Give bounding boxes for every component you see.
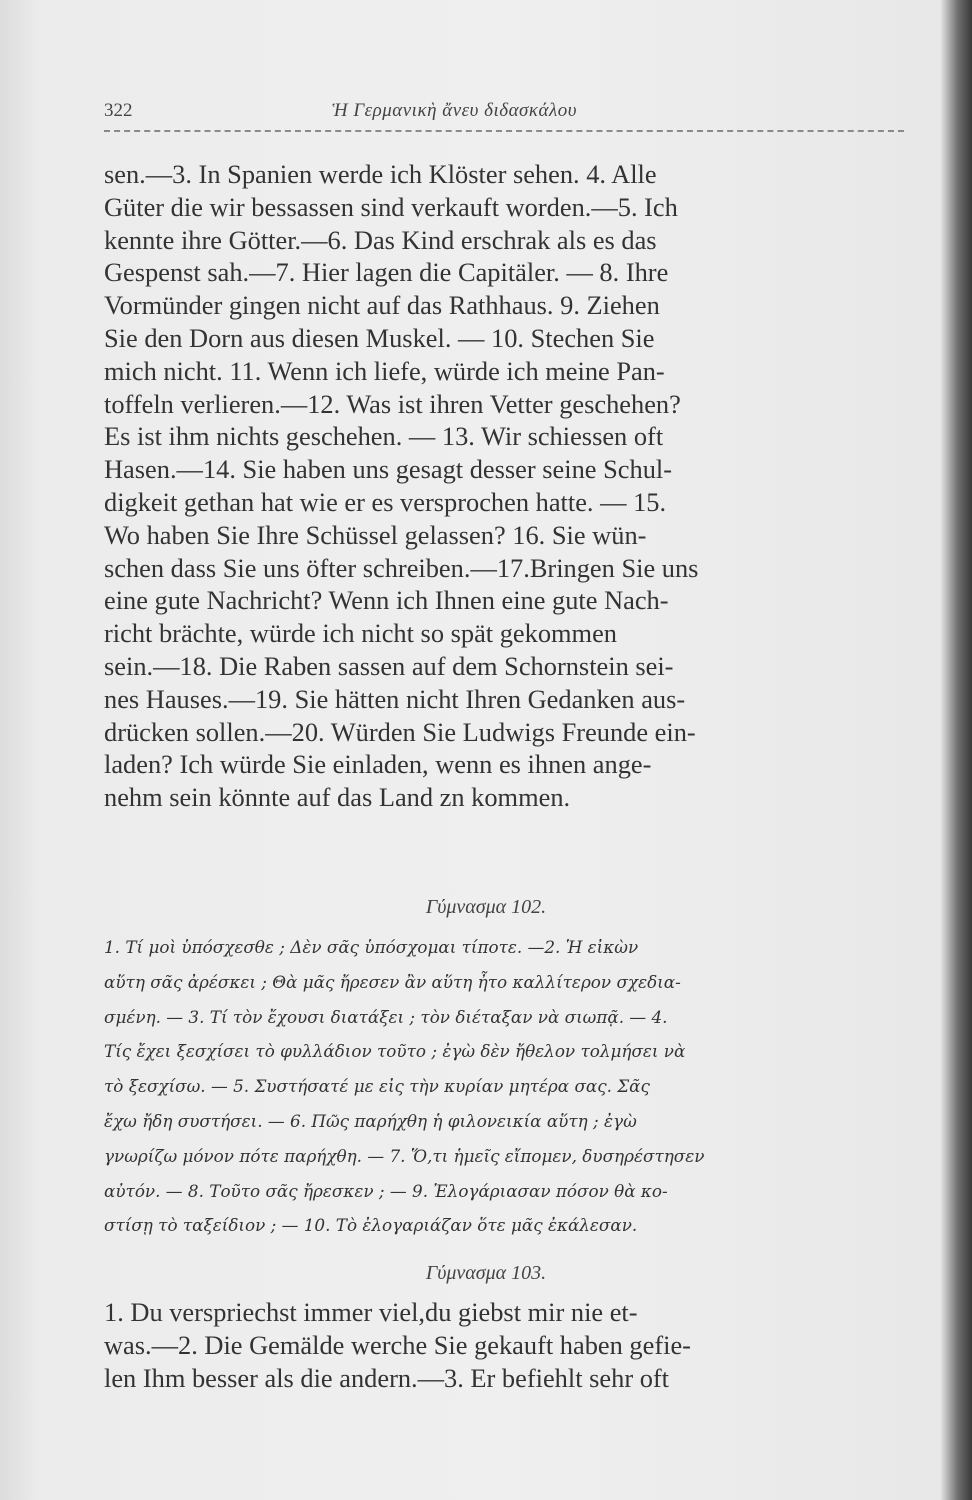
- text-line: Gespenst sah.—7. Hier lagen die Capitäler. — 8. Ihre: [104, 257, 669, 288]
- text-line: 1. Du verspriechst immer viel,du giebst mir nie et-: [104, 1297, 638, 1327]
- exercise-103-title: Γύμνασμα 103.: [425, 1262, 547, 1284]
- text-line: mich nicht. 11. Wenn ich liefe, würde ich meine Pan-: [104, 355, 665, 386]
- page-header: [104, 100, 904, 134]
- greek-line: ἔχω ἤδη συστήσει. — 6. Πῶς παρήχθη ἡ φιλονεικία αὕτη ; ἐγὼ: [104, 1110, 637, 1131]
- text-line: kennte ihre Götter.—6. Das Kind erschrak als es das: [104, 224, 657, 255]
- text-line: laden? Ich würde Sie einladen, wenn es ihnen ange-: [104, 749, 652, 780]
- text-line: Sie den Dorn aus diesen Muskel. — 10. Stechen Sie: [104, 322, 655, 353]
- greek-line: γνωρίζω μόνον πότε παρήχθη. — 7. Ὅ,τι ἡμεῖς εἴπομεν, δυσηρέστησεν: [104, 1145, 705, 1166]
- greek-line: σμένη. — 3. Τί τὸν ἔχουσι διατάξει ; τὸν διέταξαν νὰ σιωπᾷ. — 4.: [104, 1006, 668, 1027]
- text-line: sen.—3. In Spanien werde ich Klöster sehen. 4. Alle: [104, 159, 657, 189]
- text-line: Güter die wir bessassen sind verkauft worden.—5. Ich: [104, 191, 678, 222]
- page-number: 322: [104, 100, 133, 121]
- text-line: drücken sollen.—20. Würden Sie Ludwigs Freunde ein-: [104, 716, 696, 747]
- text-line: nes Hauses.—19. Sie hätten nicht Ihren Gedanken aus-: [104, 683, 686, 714]
- text-line: eine gute Nachricht? Wenn ich Ihnen eine gute Nach-: [104, 585, 669, 616]
- text-line: len Ihm besser als die andern.—3. Er befiehlt sehr oft: [104, 1363, 670, 1393]
- text-line: schen dass Sie uns öfter schreiben.—17.Bringen Sie uns: [104, 552, 699, 583]
- text-line: nehm sein könnte auf das Land zn kommen.: [104, 782, 571, 813]
- header-rule: [104, 130, 904, 132]
- greek-line: τὸ ξεσχίσω. — 5. Συστήσατέ με εἰς τὴν κυρίαν μητέρα σας. Σᾶς: [104, 1076, 650, 1097]
- text-line: richt brächte, würde ich nicht so spät gekommen: [104, 618, 617, 649]
- greek-line: στίσῃ τὸ ταξείδιον ; — 10. Τὸ ἐλογαριάζαν ὅτε μᾶς ἐκάλεσαν.: [104, 1215, 638, 1236]
- text-line: Wo haben Sie Ihre Schüssel gelassen? 16. Sie wün-: [104, 519, 647, 550]
- greek-line: 1. Τί μοὶ ὑπόσχεσθε ; Δὲν σᾶς ὑπόσχομαι τίποτε. —2. Ἡ εἰκὼν: [104, 937, 639, 957]
- greek-exercise-text: [104, 930, 900, 1243]
- exercise-102-title: Γύμνασμα 102.: [425, 896, 547, 918]
- greek-line: Τίς ἔχει ξεσχίσει τὸ φυλλάδιον τοῦτο ; ἐγὼ δὲν ἤθελον τολμήσει νὰ: [104, 1041, 686, 1062]
- text-line: toffeln verlieren.—12. Was ist ihren Vetter geschehen?: [104, 388, 681, 419]
- main-exercise-text: [104, 158, 900, 814]
- text-line: Vormünder gingen nicht auf das Rathhaus. 9. Ziehen: [104, 290, 660, 321]
- greek-line: αὐτόν. — 8. Τοῦτο σᾶς ἤρεσκεν ; — 9. Ἐλογάριασαν πόσον θὰ κο-: [104, 1180, 668, 1201]
- exercise-103-text: [104, 1296, 900, 1395]
- running-title: Ἡ Γερμανικὴ ἄνευ διδασκάλου: [332, 100, 577, 121]
- greek-line: αὕτη σᾶς ἀρέσκει ; Θὰ μᾶς ἤρεσεν ἂν αὕτη ἦτο καλλίτερον σχεδια-: [104, 971, 681, 992]
- text-line: Hasen.—14. Sie haben uns gesagt desser seine Schul-: [104, 454, 673, 485]
- text-line: Es ist ihm nichts geschehen. — 13. Wir schiessen oft: [104, 421, 664, 452]
- text-line: was.—2. Die Gemälde werche Sie gekauft haben gefie-: [104, 1330, 691, 1360]
- text-line: sein.—18. Die Raben sassen auf dem Schornstein sei-: [104, 650, 674, 681]
- text-line: digkeit gethan hat wie er es versprochen hatte. — 15.: [104, 486, 667, 517]
